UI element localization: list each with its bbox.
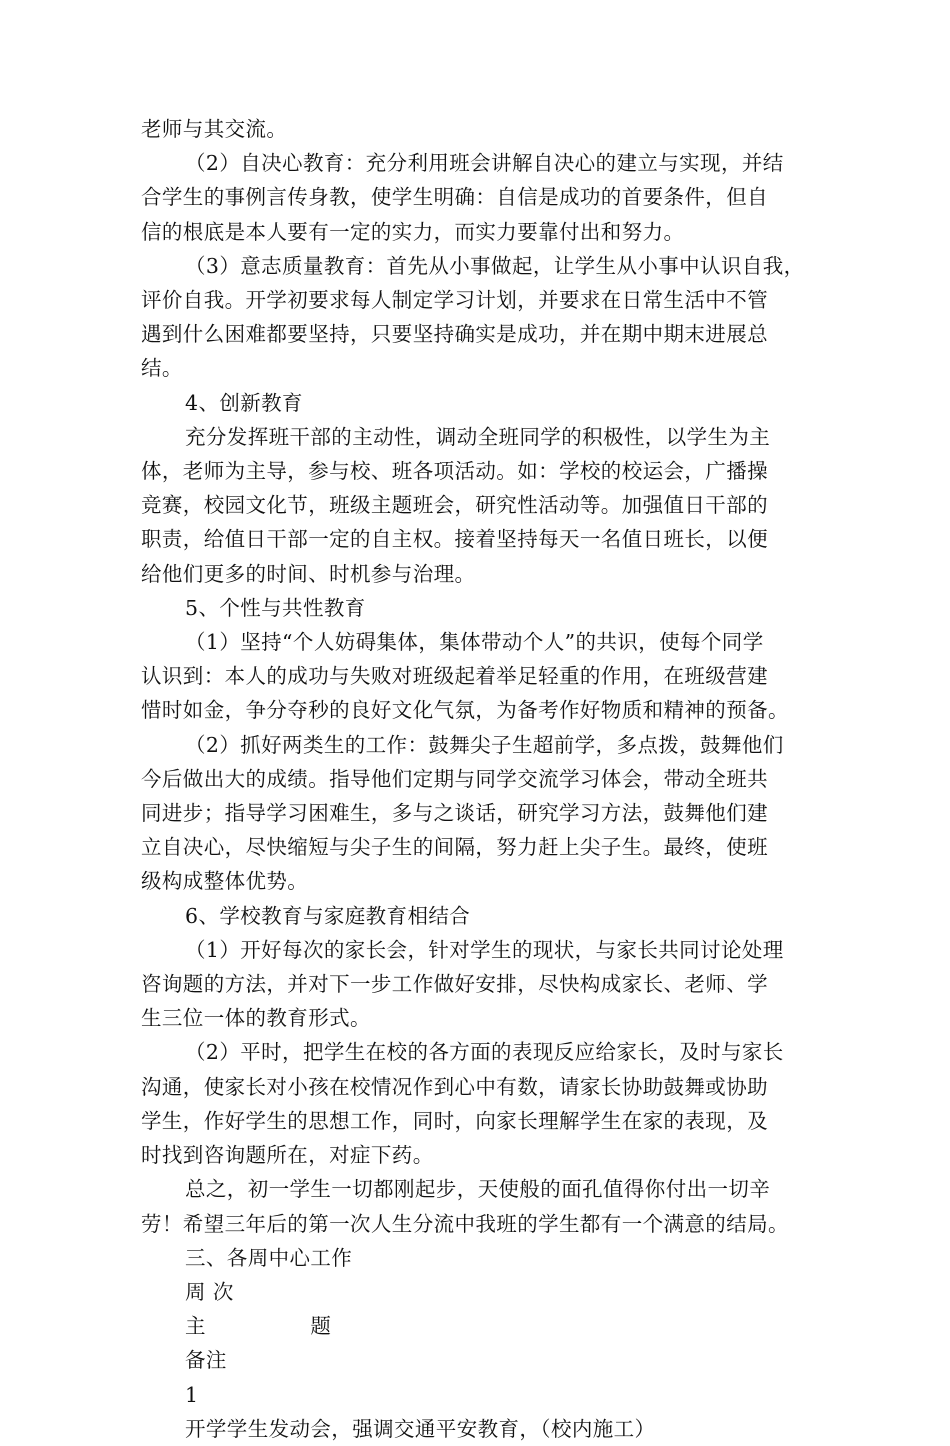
- text-line: 学生，作好学生的思想工作，同时，向家长理解学生在家的表现，及: [141, 1108, 768, 1133]
- text-line: 级构成整体优势。: [141, 869, 309, 894]
- text-line: 4、创新教育: [185, 390, 303, 415]
- text-line: 评价自我。开学初要求每人制定学习计划，并要求在日常生活中不管: [141, 288, 768, 313]
- text-line: （1）开好每次的家长会，针对学生的现状，与家长共同讨论处理: [185, 937, 784, 962]
- document-body: [141, 112, 821, 1446]
- text-line: 三、各周中心工作: [185, 1245, 353, 1270]
- text-line: 6、学校教育与家庭教育相结合: [185, 903, 471, 928]
- text-line: 主 题: [185, 1314, 332, 1339]
- text-line: 遇到什么困难都要坚持，只要坚持确实是成功，并在期中期末进展总: [141, 322, 768, 347]
- text-line: 开学学生发动会，强调交通平安教育，（校内施工）: [185, 1416, 656, 1441]
- text-line: 结。: [141, 356, 183, 381]
- text-line: 周 次: [185, 1279, 234, 1304]
- text-line: 给他们更多的时间、时机参与治理。: [141, 561, 476, 586]
- text-line: 1: [185, 1382, 199, 1407]
- text-line: 职责，给值日干部一定的自主权。接着坚持每天一名值日班长，以便: [141, 527, 768, 552]
- text-line: 沟通，使家长对小孩在校情况作到心中有数，请家长协助鼓舞或协助: [141, 1074, 768, 1099]
- text-line: 咨询题的方法，并对下一步工作做好安排，尽快构成家长、老师、学: [141, 972, 768, 997]
- text-line: （2）自决心教育：充分利用班会讲解自决心的建立与实现，并结: [185, 151, 784, 176]
- text-line: 认识到：本人的成功与失败对班级起着举足轻重的作用，在班级营建: [141, 664, 768, 689]
- text-line: 信的根底是本人要有一定的实力，而实力要靠付出和努力。: [141, 219, 685, 244]
- text-line: 惜时如金，争分夺秒的良好文化气氛，为备考作好物质和精神的预备。: [141, 698, 789, 723]
- text-line: 充分发挥班干部的主动性，调动全班同学的积极性，以学生为主: [185, 424, 771, 449]
- text-line: 同进步；指导学习困难生，多与之谈话，研究学习方法，鼓舞他们建: [141, 801, 768, 826]
- text-line: （2）抓好两类生的工作：鼓舞尖子生超前学，多点拨，鼓舞他们: [185, 732, 784, 757]
- text-line: 时找到咨询题所在，对症下药。: [141, 1143, 434, 1168]
- text-line: 老师与其交流。: [141, 117, 288, 141]
- text-line: 体，老师为主导，参与校、班各项活动。如：学校的校运会，广播操: [141, 459, 768, 484]
- text-line: （2）平时，把学生在校的各方面的表现反应给家长，及时与家长: [185, 1040, 784, 1065]
- text-line: 总之，初一学生一切都刚起步，天使般的面孔值得你付出一切辛: [185, 1177, 771, 1202]
- text-line: （1）坚持“个人妨碍集体，集体带动个人”的共识，使每个同学: [185, 630, 764, 655]
- text-line: 竞赛，校园文化节，班级主题班会，研究性活动等。加强值日干部的: [141, 493, 768, 518]
- text-line: 5、个性与共性教育: [185, 595, 366, 620]
- text-line: （3）意志质量教育：首先从小事做起，让学生从小事中认识自我，: [185, 253, 805, 278]
- text-line: 今后做出大的成绩。指导他们定期与同学交流学习体会，带动全班共: [141, 766, 768, 791]
- text-line: 劳！希望三年后的第一次人生分流中我班的学生都有一个满意的结局。: [141, 1211, 789, 1236]
- text-line: 备注: [185, 1348, 227, 1373]
- text-line: 合学生的事例言传身教，使学生明确：自信是成功的首要条件，但自: [141, 185, 768, 210]
- text-line: 生三位一体的教育形式。: [141, 1006, 371, 1031]
- text-line: 立自决心，尽快缩短与尖子生的间隔，努力赶上尖子生。最终，使班: [141, 835, 768, 860]
